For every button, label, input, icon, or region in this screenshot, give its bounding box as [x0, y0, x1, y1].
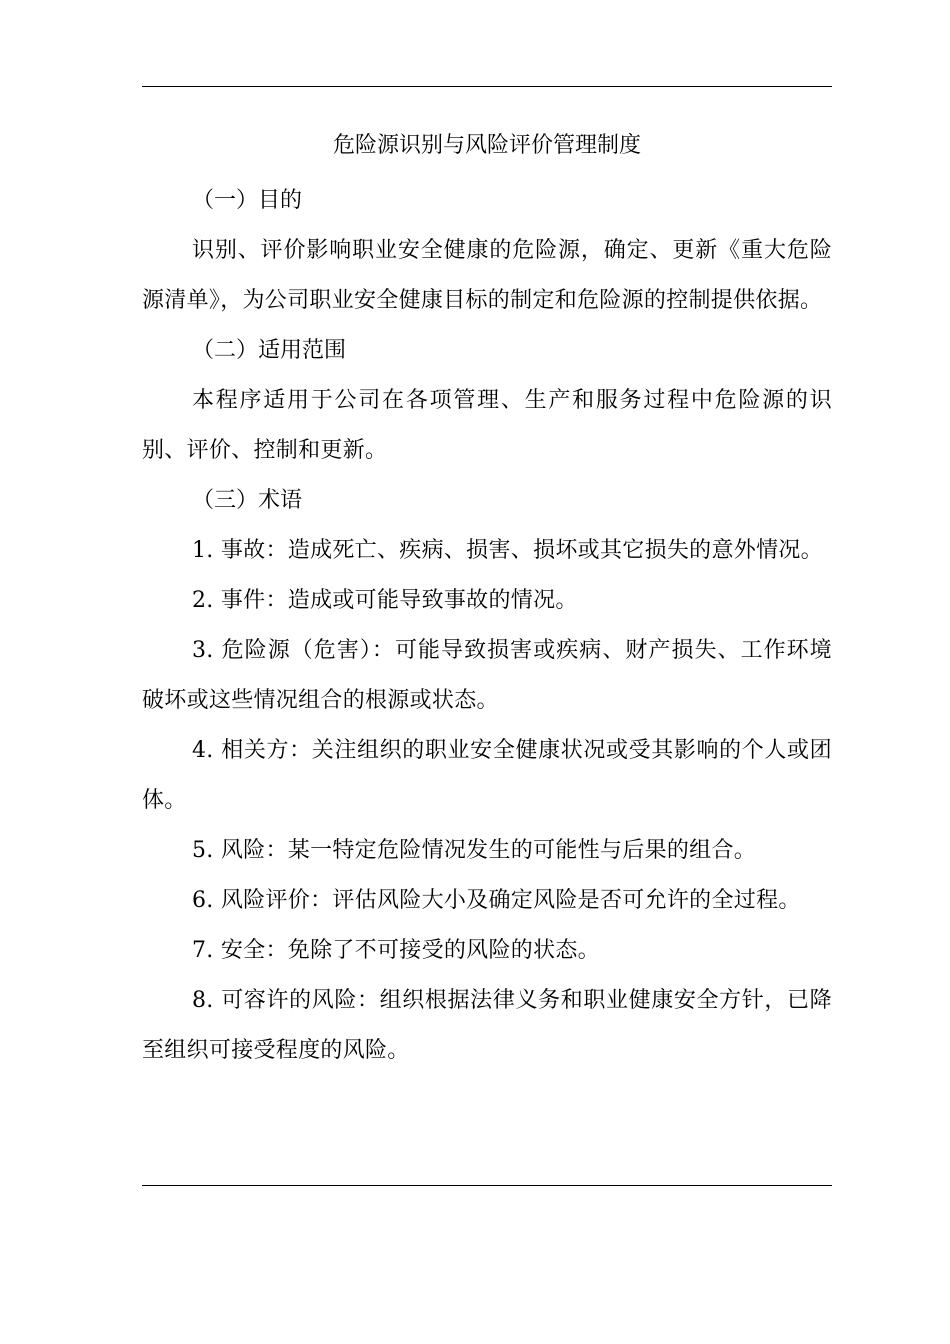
section-heading-terms: （三）术语 [192, 488, 303, 513]
term-tolerable-risk: 8. 可容许的风险：组织根据法律义务和职业健康安全方针，已降至组织可接受程度的风险。 [142, 988, 832, 1063]
purpose-paragraph: 识别、评价影响职业安全健康的危险源，确定、更新《重大危险源清单》，为公司职业安全健康目标的制定和危险源的控制提供依据。 [142, 238, 832, 313]
header-rule [142, 86, 832, 87]
document-body [142, 126, 832, 1076]
term-accident: 1. 事故：造成死亡、疾病、损害、损坏或其它损失的意外情况。 [192, 538, 823, 563]
footer-rule [142, 1185, 832, 1186]
term-safety: 7. 安全：免除了不可接受的风险的状态。 [192, 938, 600, 963]
document-title: 危险源识别与风险评价管理制度 [332, 133, 641, 158]
section-heading-purpose: （一）目的 [192, 188, 303, 213]
term-risk-assessment: 6. 风险评价：评估风险大小及确定风险是否可允许的全过程。 [192, 888, 801, 913]
term-incident: 2. 事件：造成或可能导致事故的情况。 [192, 588, 578, 613]
term-hazard: 3. 危险源（危害）：可能导致损害或疾病、财产损失、工作环境破坏或这些情况组合的根源或状态。 [142, 638, 832, 713]
term-interested-party: 4. 相关方：关注组织的职业安全健康状况或受其影响的个人或团体。 [142, 738, 832, 813]
scope-paragraph: 本程序适用于公司在各项管理、生产和服务过程中危险源的识别、评价、控制和更新。 [142, 388, 832, 463]
section-heading-scope: （二）适用范围 [192, 338, 347, 363]
term-risk: 5. 风险：某一特定危险情况发生的可能性与后果的组合。 [192, 838, 757, 863]
